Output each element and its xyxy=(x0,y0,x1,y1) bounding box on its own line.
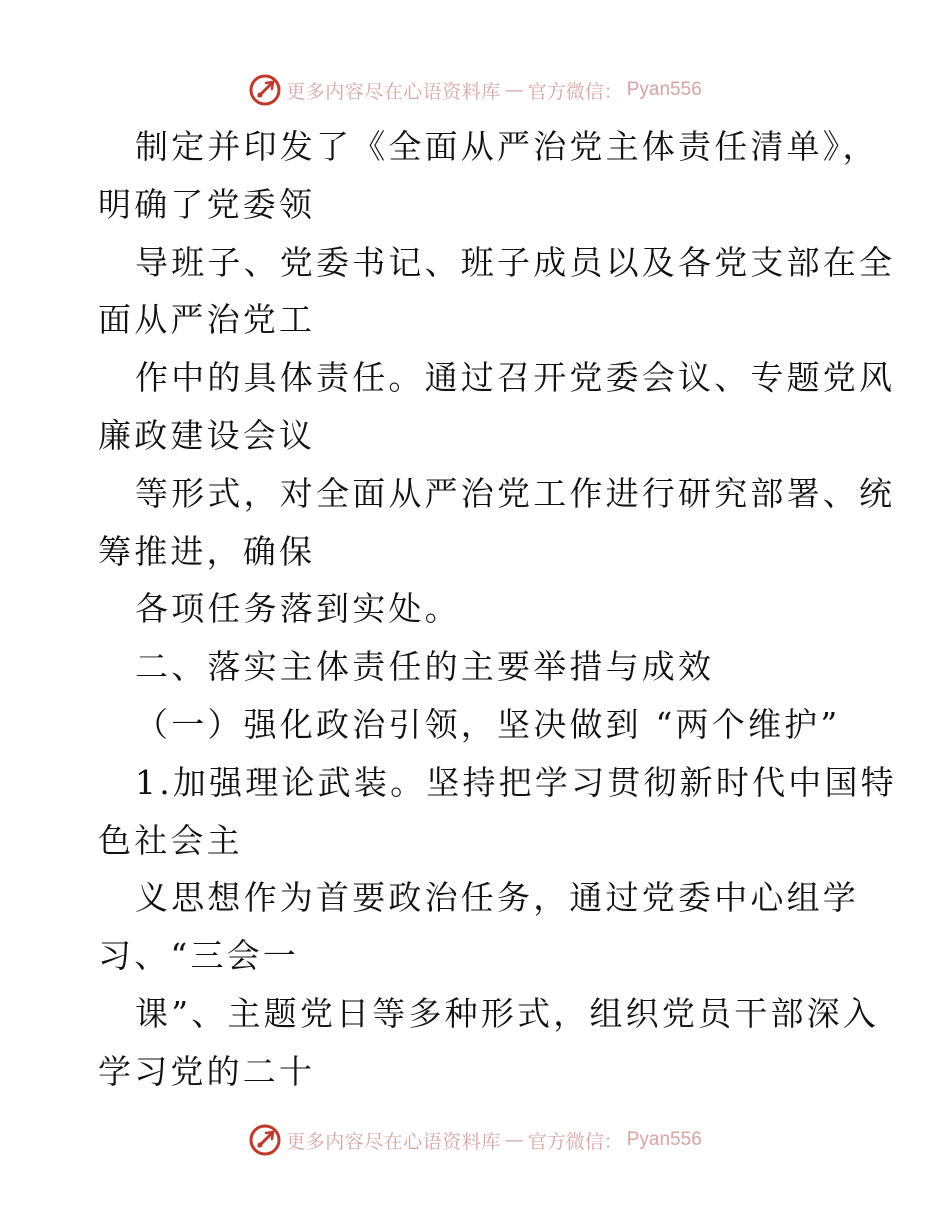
watermark-wechat-id: Pyan556 xyxy=(626,1129,702,1150)
body-line: 明确了党委领 xyxy=(98,184,316,224)
watermark-site-text: 更多内容尽在心语资料库 xyxy=(286,1130,501,1153)
document-body xyxy=(98,118,897,1101)
section-heading: 二、落实主体责任的主要举措与成效 xyxy=(135,647,715,687)
brand-logo-icon xyxy=(248,1123,282,1157)
watermark-wechat-label: 官方微信： xyxy=(527,80,623,103)
body-line: 学习党的二十 xyxy=(98,1051,316,1091)
brand-logo-icon xyxy=(248,73,282,107)
body-line: 色社会主 xyxy=(98,820,243,860)
watermark-site-text: 更多内容尽在心语资料库 xyxy=(286,80,501,103)
body-line: 筹推进，确保 xyxy=(98,531,316,571)
body-line: 面从严治党工 xyxy=(98,300,316,340)
watermark-separator: — xyxy=(504,1129,524,1151)
header-watermark xyxy=(0,70,950,110)
body-line: 作中的具体责任。通过召开党委会议、专题党风 xyxy=(135,358,896,398)
body-line: 等形式，对全面从严治党工作进行研究部署、统 xyxy=(135,473,896,513)
watermark-wechat-label: 官方微信： xyxy=(527,1130,623,1153)
body-line: 廉政建设会议 xyxy=(98,415,316,455)
body-line: 习、“三会一 xyxy=(98,936,300,976)
watermark-separator: — xyxy=(504,79,524,101)
body-line: 导班子、党委书记、班子成员以及各党支部在全 xyxy=(135,242,896,282)
body-line: 义思想作为首要政治任务，通过党委中心组学 xyxy=(135,878,859,918)
watermark-wechat-id: Pyan556 xyxy=(626,79,702,100)
body-line: 课”、主题党日等多种形式，组织党员干部深入 xyxy=(135,993,880,1033)
body-line: 1.加强理论武装。坚持把学习贯彻新时代中国特 xyxy=(135,762,897,802)
body-line: 制定并印发了《全面从严治党主体责任清单》， xyxy=(135,127,879,166)
subsection-heading: （一）强化政治引领，坚决做到 “两个维护” xyxy=(135,704,841,744)
body-line: 各项任务落到实处。 xyxy=(135,589,461,629)
footer-watermark xyxy=(0,1120,950,1160)
